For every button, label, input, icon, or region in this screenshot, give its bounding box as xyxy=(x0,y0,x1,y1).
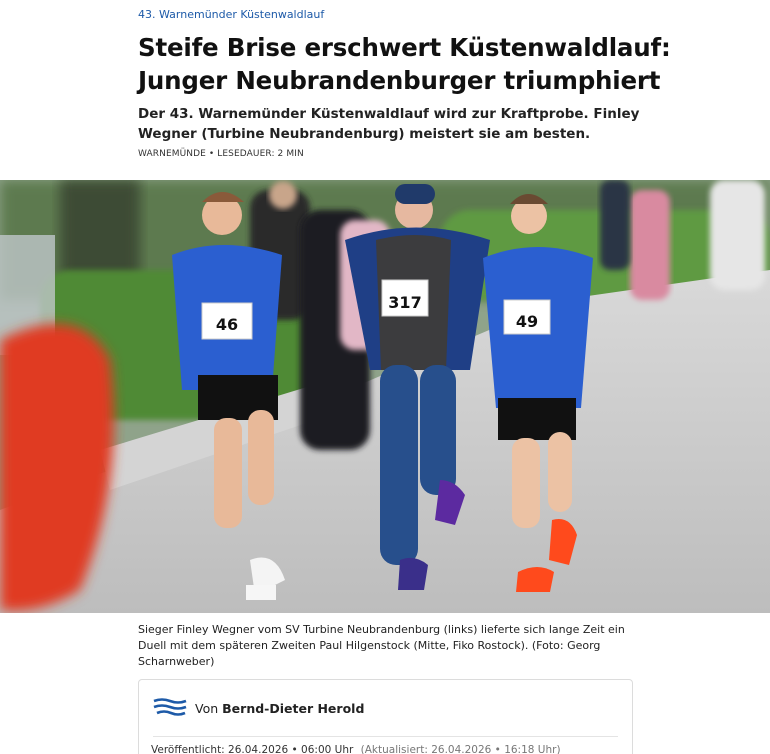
article-teaser: Der 43. Warnemünder Küstenwaldlauf wird zur Kraftprobe. Finley Wegner (Turbine Neubrandenburg) meistert sie am besten. xyxy=(138,106,640,142)
wave-lines-icon xyxy=(153,698,187,718)
author-row xyxy=(153,698,364,718)
author-box xyxy=(138,679,633,754)
article-meta: WARNEMÜNDE • LESEDAUER: 2 MIN xyxy=(138,149,304,159)
author-prefix: Von xyxy=(195,700,219,716)
bib-317: 317 xyxy=(388,293,422,312)
published-date: Veröffentlicht: 26.04.2026 • 06:00 Uhr xyxy=(151,744,354,754)
headline-line-2: Junger Neubrandenburger triumphiert xyxy=(138,66,661,95)
photo-caption: Sieger Finley Wegner vom SV Turbine Neubrandenburg (links) lieferte sich lange Zeit ein Duell mit dem späteren Zweiten Paul Hilgenstock (Mitte, Fiko Rostock). (Foto: Georg Scharnweber) xyxy=(138,623,625,668)
article-kicker[interactable]: 43. Warnemünder Küstenwaldlauf xyxy=(138,8,325,21)
article-headline xyxy=(138,31,698,97)
headline-line-1: Steife Brise erschwert Küstenwaldlauf: xyxy=(138,33,671,62)
author-name[interactable]: Bernd-Dieter Herold xyxy=(222,700,365,716)
bib-46: 46 xyxy=(215,315,239,334)
updated-date: (Aktualisiert: 26.04.2026 • 16:18 Uhr) xyxy=(360,744,561,754)
article-photo[interactable] xyxy=(0,180,770,613)
bib-49: 49 xyxy=(515,312,539,331)
divider xyxy=(153,736,618,737)
publication-dates xyxy=(151,744,561,754)
runners-photo xyxy=(0,180,770,613)
